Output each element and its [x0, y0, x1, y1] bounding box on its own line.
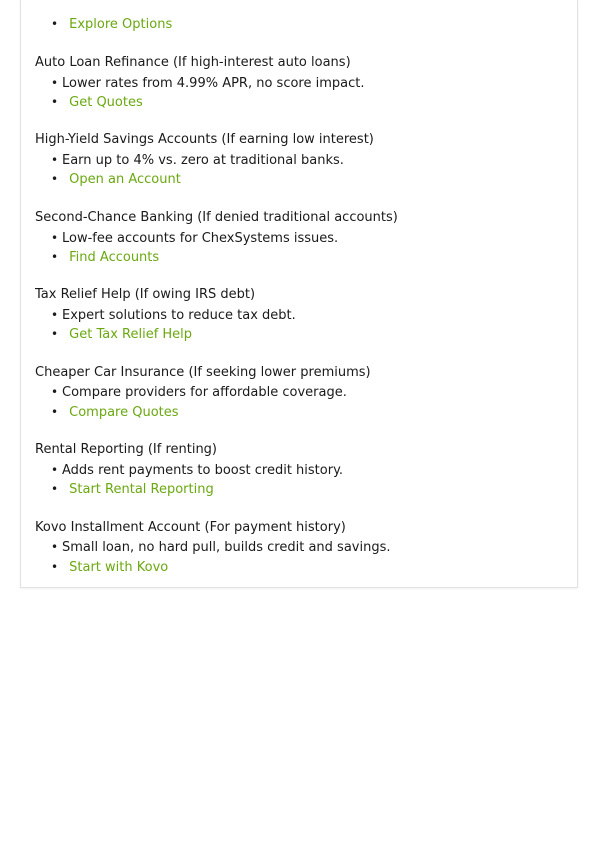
explore-options-item [51, 16, 172, 33]
start-with-kovo-link[interactable]: Start with Kovo [69, 560, 169, 575]
section-desc-savings: • Earn up to 4% vs. zero at traditional banks. [51, 152, 344, 169]
section-desc-tax-relief: • Expert solutions to reduce tax debt. [51, 307, 296, 324]
get-tax-relief-link[interactable]: Get Tax Relief Help [69, 327, 193, 342]
compare-quotes-link[interactable]: Compare Quotes [69, 405, 179, 420]
section-link-item-kovo [51, 559, 168, 576]
section-link-item-tax-relief [51, 326, 192, 343]
section-heading-rental-reporting: Rental Reporting (If renting) [35, 442, 218, 457]
section-heading-savings: High-Yield Savings Accounts (If earning low interest) [35, 132, 374, 147]
section-heading-second-chance: Second-Chance Banking (If denied traditional accounts) [35, 210, 398, 225]
offers-card [20, 0, 578, 588]
section-heading-tax-relief: Tax Relief Help (If owing IRS debt) [35, 287, 256, 302]
section-link-item-savings [51, 171, 181, 188]
section-desc-car-insurance: • Compare providers for affordable coverage. [51, 384, 347, 401]
section-link-item-auto-loan [51, 94, 143, 111]
section-desc-kovo: • Small loan, no hard pull, builds credit and savings. [51, 539, 391, 556]
start-rental-reporting-link[interactable]: Start Rental Reporting [69, 482, 214, 497]
section-link-item-rental-reporting [51, 481, 214, 498]
section-desc-second-chance: • Low-fee accounts for ChexSystems issues. [51, 230, 338, 247]
find-accounts-link[interactable]: Find Accounts [69, 250, 160, 265]
explore-options-link[interactable]: Explore Options [69, 17, 173, 32]
section-heading-car-insurance: Cheaper Car Insurance (If seeking lower premiums) [35, 365, 371, 380]
section-heading-kovo: Kovo Installment Account (For payment history) [35, 520, 346, 535]
section-heading-auto-loan: Auto Loan Refinance (If high-interest auto loans) [35, 55, 351, 70]
get-quotes-link[interactable]: Get Quotes [69, 95, 143, 110]
section-desc-auto-loan: • Lower rates from 4.99% APR, no score impact. [51, 75, 365, 92]
open-account-link[interactable]: Open an Account [69, 172, 181, 187]
section-link-item-second-chance [51, 249, 159, 266]
section-link-item-car-insurance [51, 404, 179, 421]
section-desc-rental-reporting: • Adds rent payments to boost credit history. [51, 462, 343, 479]
